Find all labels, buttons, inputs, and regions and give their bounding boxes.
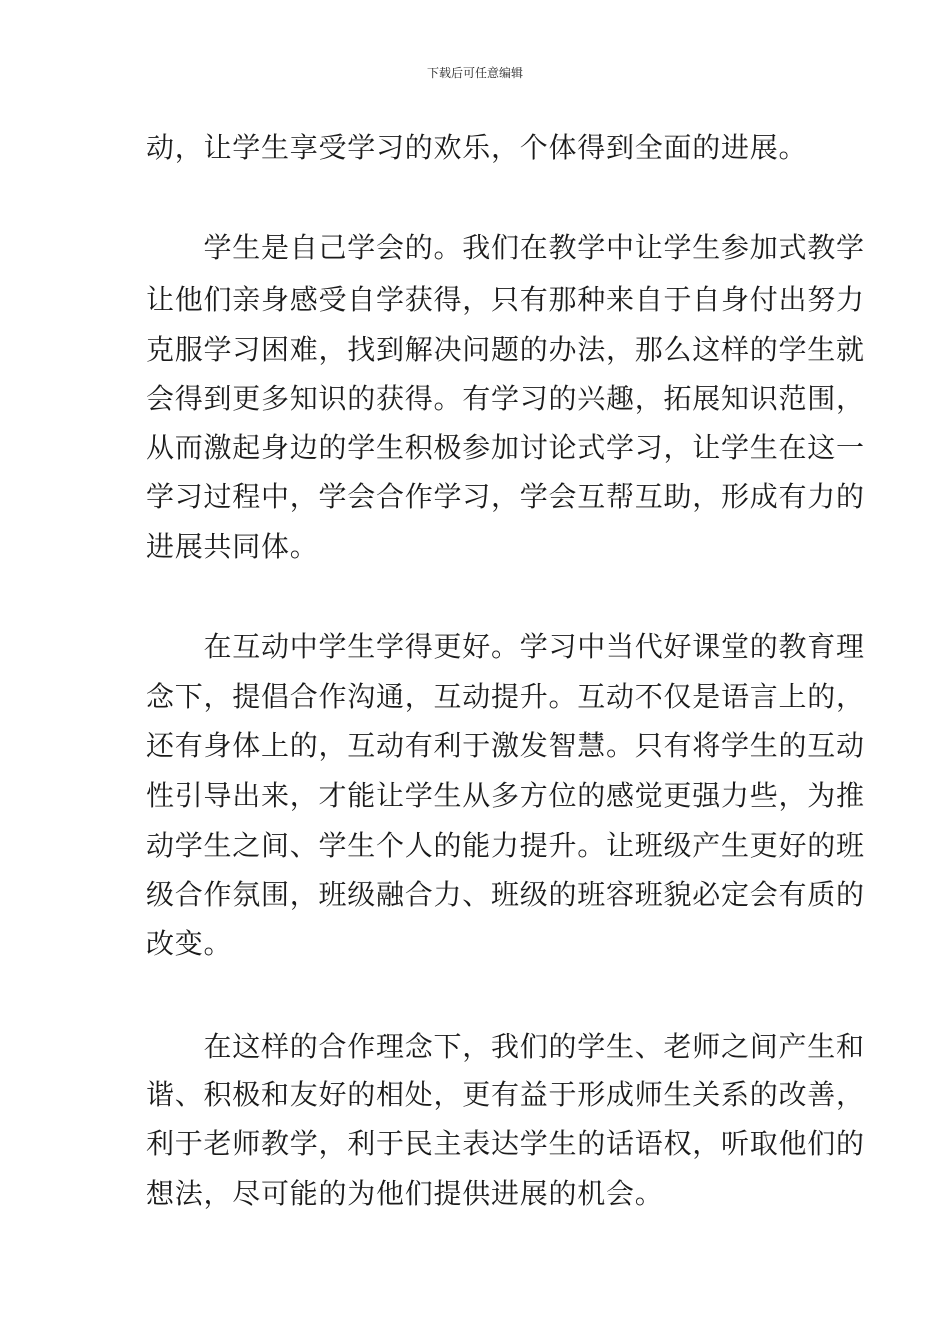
- body-line: 改变。: [146, 927, 233, 960]
- body-line: 谐、积极和友好的相处，更有益于形成师生关系的改善，: [146, 1078, 865, 1111]
- page-header: 下载后可任意编辑: [426, 66, 523, 80]
- body-line: 利于老师教学，利于民主表达学生的话语权，听取他们的: [146, 1127, 865, 1160]
- body-line: 动，让学生享受学习的欢乐，个体得到全面的进展。: [146, 131, 808, 164]
- body-line: 动学生之间、学生个人的能力提升。让班级产生更好的班: [146, 829, 865, 862]
- body-line: 进展共同体。: [146, 530, 319, 563]
- body-line: 会得到更多知识的获得。有学习的兴趣，拓展知识范围，: [146, 382, 865, 415]
- body-line: 想法，尽可能的为他们提供进展的机会。: [146, 1177, 664, 1210]
- body-line: 从而激起身边的学生积极参加讨论式学习，让学生在这一: [146, 431, 865, 464]
- body-line: 念下，提倡合作沟通，互动提升。互动不仅是语言上的，: [146, 680, 865, 713]
- body-line: 级合作氛围，班级融合力、班级的班容班貌必定会有质的: [146, 878, 865, 911]
- body-line: 在互动中学生学得更好。学习中当代好课堂的教育理: [146, 630, 865, 663]
- body-line: 学生是自己学会的。我们在教学中让学生参加式教学: [146, 231, 865, 264]
- body-line: 在这样的合作理念下，我们的学生、老师之间产生和: [146, 1030, 865, 1063]
- body-line: 克服学习困难，找到解决问题的办法，那么这样的学生就: [146, 333, 865, 366]
- body-line: 还有身体上的，互动有利于激发智慧。只有将学生的互动: [146, 729, 865, 762]
- body-line: 让他们亲身感受自学获得，只有那种来自于自身付出努力: [146, 283, 865, 316]
- body-line: 性引导出来，才能让学生从多方位的感觉更强力些，为推: [146, 779, 865, 812]
- body-line: 学习过程中，学会合作学习，学会互帮互助，形成有力的: [146, 480, 865, 513]
